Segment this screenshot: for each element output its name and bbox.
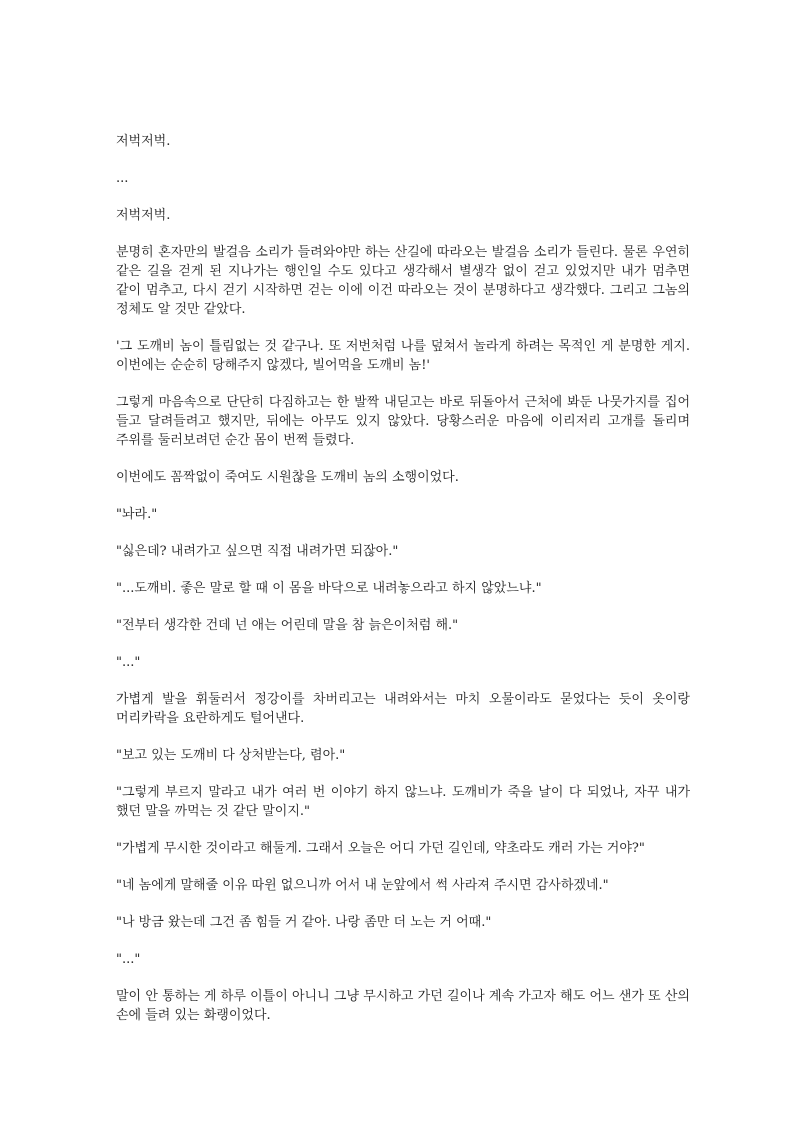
paragraph: "놔라." <box>116 507 158 522</box>
paragraph: "가볍게 무시한 것이라고 해둘게. 그래서 오늘은 어디 가던 길인데, 약초라도 캐러 가는 거야?" <box>116 841 645 856</box>
paragraph: 말이 안 통하는 게 하루 이틀이 아니니 그냥 무시하고 가던 길이나 계속 가고자 해도 어느 샌가 또 산의 손에 들려 있는 화랭이었다. <box>116 989 690 1023</box>
paragraph: "네 놈에게 말해줄 이유 따윈 없으니까 어서 내 눈앞에서 썩 사라져 주시면 감사하겠네." <box>116 878 609 893</box>
paragraph: ... <box>116 171 129 186</box>
paragraph: 그렇게 마음속으로 단단히 다짐하고는 한 발짝 내딛고는 바로 뒤돌아서 근처에 봐둔 나뭇가지를 집어 들고 달려들려고 했지만, 뒤에는 아무도 있지 않았다. 당황스러운 마음에 이리저리 고개를 돌리며 주위를 둘러보려던 순간 몸이 번쩍 들렸다. <box>116 395 690 448</box>
paragraph: 저벅저벅. <box>116 134 171 149</box>
paragraph: 이번에도 꼼짝없이 죽여도 시원찮을 도깨비 놈의 소행이었다. <box>116 470 459 485</box>
paragraph: "..." <box>116 655 141 670</box>
paragraph: "보고 있는 도깨비 다 상처받는다, 렴아." <box>116 748 346 763</box>
document-page <box>116 132 690 1043</box>
paragraph: "...도깨비. 좋은 말로 할 때 이 몸을 바닥으로 내려놓으라고 하지 않았느냐." <box>116 581 542 596</box>
paragraph: 가볍게 발을 휘둘러서 정강이를 차버리고는 내려와서는 마치 오물이라도 묻었다는 듯이 옷이랑 머리카락을 요란하게도 털어낸다. <box>116 692 690 726</box>
paragraph: "싫은데? 내려가고 싶으면 직접 내려가면 되잖아." <box>116 544 399 559</box>
paragraph: "전부터 생각한 건데 넌 애는 어린데 말을 참 늙은이처럼 해." <box>116 618 459 633</box>
paragraph: "그렇게 부르지 말라고 내가 여러 번 이야기 하지 않느냐. 도깨비가 죽을 날이 다 되었나, 자꾸 내가 했던 말을 까먹는 것 같단 말이지." <box>116 785 690 819</box>
paragraph: "..." <box>116 952 141 967</box>
paragraph: 분명히 혼자만의 발걸음 소리가 들려와야만 하는 산길에 따라오는 발걸음 소리가 들린다. 물론 우연히 같은 길을 걷게 된 지나가는 행인일 수도 있다고 생각해서 별생각 없이 걷고 있었지만 내가 멈추면 같이 멈추고, 다시 걷기 시작하면 걷는 이에 이건 따라오는 것이 분명하다고 생각했다. 그리고 그놈의 정체도 알 것만 같았다. <box>116 245 690 317</box>
paragraph: "나 방금 왔는데 그건 좀 힘들 거 같아. 나랑 좀만 더 노는 거 어때." <box>116 915 492 930</box>
paragraph: '그 도깨비 놈이 틀림없는 것 같구나. 또 저번처럼 나를 덮쳐서 놀라게 하려는 목적인 게 분명한 게지. 이번에는 순순히 당해주지 않겠다, 빌어먹을 도깨비 놈!' <box>116 339 690 373</box>
paragraph: 저벅저벅. <box>116 208 171 223</box>
